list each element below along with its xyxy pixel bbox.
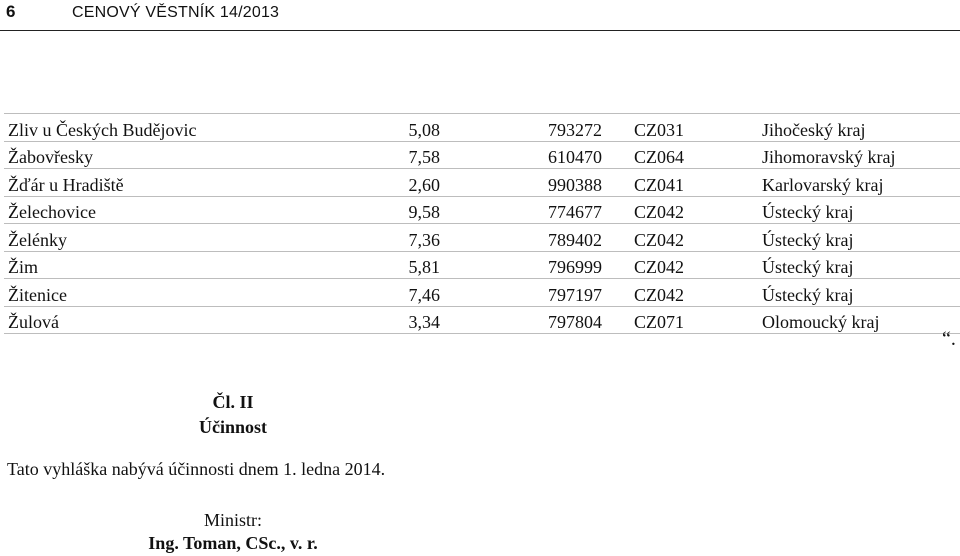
municipality-table <box>4 113 960 334</box>
region-name: Olomoucký kraj <box>744 306 960 334</box>
municipality-name: Zliv u Českých Budějovic <box>4 114 390 142</box>
nuts-code: CZ042 <box>602 279 744 307</box>
region-name: Ústecký kraj <box>744 196 960 224</box>
table-row <box>4 224 960 252</box>
municipality-name: Žabovřesky <box>4 141 390 169</box>
table-row <box>4 169 960 197</box>
municipality-code: 797197 <box>440 279 602 307</box>
nuts-code: CZ064 <box>602 141 744 169</box>
municipality-name: Žulová <box>4 306 390 334</box>
region-name: Jihomoravský kraj <box>744 141 960 169</box>
price-value: 9,58 <box>390 196 440 224</box>
nuts-code: CZ071 <box>602 306 744 334</box>
region-name: Ústecký kraj <box>744 279 960 307</box>
municipality-name: Žitenice <box>4 279 390 307</box>
municipality-name: Želénky <box>4 224 390 252</box>
table-row <box>4 251 960 279</box>
header-divider <box>0 30 960 31</box>
nuts-code: CZ042 <box>602 251 744 279</box>
price-value: 7,36 <box>390 224 440 252</box>
table-row <box>4 306 960 334</box>
municipality-code: 793272 <box>440 114 602 142</box>
region-name: Jihočeský kraj <box>744 114 960 142</box>
page-number: 6 <box>6 2 16 21</box>
price-value: 5,81 <box>390 251 440 279</box>
municipality-code: 774677 <box>440 196 602 224</box>
signature-title: Ministr: <box>203 510 262 530</box>
page-header <box>0 0 960 30</box>
municipality-code: 797804 <box>440 306 602 334</box>
article-number: Čl. II <box>212 392 254 412</box>
municipality-code: 789402 <box>440 224 602 252</box>
municipality-code: 610470 <box>440 141 602 169</box>
region-name: Ústecký kraj <box>744 251 960 279</box>
price-value: 5,08 <box>390 114 440 142</box>
nuts-code: CZ042 <box>602 224 744 252</box>
municipality-name: Želechovice <box>4 196 390 224</box>
table-row <box>4 279 960 307</box>
price-value: 7,46 <box>390 279 440 307</box>
price-value: 7,58 <box>390 141 440 169</box>
region-name: Ústecký kraj <box>744 224 960 252</box>
signature-name: Ing. Toman, CSc., v. r. <box>148 533 318 553</box>
article-title: Účinnost <box>198 417 267 437</box>
closing-quote: “. <box>942 328 956 350</box>
municipality-name: Žim <box>4 251 390 279</box>
table-row <box>4 196 960 224</box>
municipality-code: 990388 <box>440 169 602 197</box>
region-name: Karlovarský kraj <box>744 169 960 197</box>
nuts-code: CZ041 <box>602 169 744 197</box>
price-value: 2,60 <box>390 169 440 197</box>
table-row <box>4 114 960 142</box>
municipality-name: Žďár u Hradiště <box>4 169 390 197</box>
article-heading <box>118 390 348 440</box>
effective-date-text: Tato vyhláška nabývá účinnosti dnem 1. ledna 2014. <box>7 459 386 479</box>
municipality-code: 796999 <box>440 251 602 279</box>
nuts-code: CZ031 <box>602 114 744 142</box>
nuts-code: CZ042 <box>602 196 744 224</box>
price-value: 3,34 <box>390 306 440 334</box>
journal-title: CENOVÝ VĚSTNÍK 14/2013 <box>72 4 280 21</box>
table-row <box>4 141 960 169</box>
